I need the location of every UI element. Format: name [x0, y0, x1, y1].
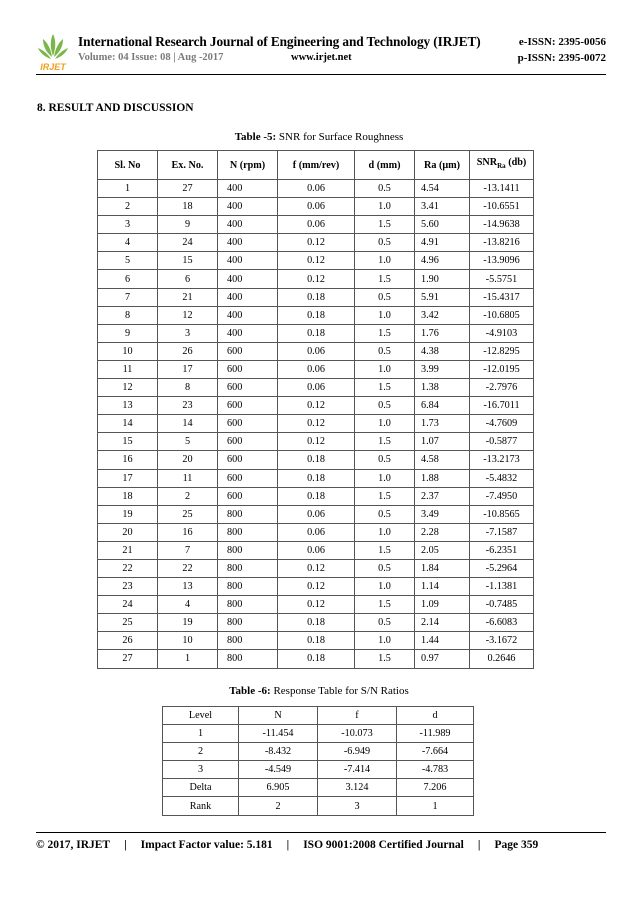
header-divider: [36, 74, 606, 75]
table-cell: 400: [218, 324, 278, 342]
table-cell: 0.12: [278, 596, 355, 614]
table-cell: 0.97: [415, 650, 470, 668]
table-cell: -16.7011: [470, 397, 534, 415]
footer-page-number: Page 359: [494, 839, 539, 851]
table-cell: 600: [218, 451, 278, 469]
table-cell: 19: [98, 505, 158, 523]
table-row: [98, 650, 534, 668]
table-cell: 400: [218, 306, 278, 324]
table-cell: 600: [218, 397, 278, 415]
footer-separator: |: [286, 839, 290, 851]
table-cell: 1.07: [415, 433, 470, 451]
table-cell: 2: [158, 487, 218, 505]
logo-text: IRJET: [40, 62, 66, 72]
table-cell: 0.06: [278, 541, 355, 559]
table-cell: 1.0: [355, 632, 415, 650]
table-cell: -4.9103: [470, 324, 534, 342]
table-cell: 1.09: [415, 596, 470, 614]
table-cell: 1.5: [355, 379, 415, 397]
table-cell: 400: [218, 198, 278, 216]
table-cell: 4.91: [415, 234, 470, 252]
table-cell: -0.7485: [470, 596, 534, 614]
table-cell: 17: [158, 360, 218, 378]
table5-caption: [0, 131, 638, 143]
table-cell: 10: [158, 632, 218, 650]
col-header-ra: Ra (μm): [415, 151, 470, 180]
table-cell: 0.5: [355, 614, 415, 632]
journal-header: [36, 30, 606, 76]
table-cell: 19: [158, 614, 218, 632]
pissn: p-ISSN: 2395-0072: [517, 52, 606, 64]
table-cell: 0.12: [278, 397, 355, 415]
table-row: [163, 761, 474, 779]
table-cell: 5: [158, 433, 218, 451]
table-cell: 14: [98, 415, 158, 433]
table-cell: 0.5: [355, 180, 415, 198]
table-cell: 400: [218, 288, 278, 306]
table-cell: -12.8295: [470, 342, 534, 360]
table-cell: 3.49: [415, 505, 470, 523]
table-cell: 9: [98, 324, 158, 342]
table-cell: -14.9638: [470, 216, 534, 234]
table-cell: 18: [98, 487, 158, 505]
table-cell: 3: [163, 761, 239, 779]
table-row: [98, 578, 534, 596]
table-cell: 18: [158, 198, 218, 216]
snr-unit: (db): [505, 157, 527, 169]
table-cell: 1.73: [415, 415, 470, 433]
table-cell: 4: [98, 234, 158, 252]
table-cell: 4.38: [415, 342, 470, 360]
table-cell: 0.5: [355, 505, 415, 523]
col-header-ex-no: Ex. No.: [158, 151, 218, 180]
table-cell: 2.28: [415, 523, 470, 541]
table-cell: 1.0: [355, 469, 415, 487]
table-cell: 1: [163, 725, 239, 743]
table-cell: 0.5: [355, 397, 415, 415]
table-cell: 800: [218, 559, 278, 577]
table-cell: 17: [98, 469, 158, 487]
table-row: [98, 505, 534, 523]
col-header-f: f (mm/rev): [278, 151, 355, 180]
table-cell: -10.6805: [470, 306, 534, 324]
table-cell: -15.4317: [470, 288, 534, 306]
col-header-d: d (mm): [355, 151, 415, 180]
table-cell: -7.664: [397, 743, 474, 761]
footer-iso: ISO 9001:2008 Certified Journal: [303, 839, 464, 851]
col-header-n: N (rpm): [218, 151, 278, 180]
table-cell: -1.1381: [470, 578, 534, 596]
volume-issue: Volume: 04 Issue: 08 | Aug -2017: [78, 52, 224, 63]
table-cell: 600: [218, 433, 278, 451]
table-cell: -4.783: [397, 761, 474, 779]
table-cell: 9: [158, 216, 218, 234]
table-cell: 0.06: [278, 360, 355, 378]
table-cell: 3.42: [415, 306, 470, 324]
table-cell: -3.1672: [470, 632, 534, 650]
table-cell: 0.2646: [470, 650, 534, 668]
table-cell: 8: [98, 306, 158, 324]
table-cell: 0.18: [278, 487, 355, 505]
table-cell: 1.44: [415, 632, 470, 650]
table-cell: 6: [98, 270, 158, 288]
table-cell: 3: [318, 797, 397, 815]
table-cell: 0.12: [278, 433, 355, 451]
table-cell: -5.2964: [470, 559, 534, 577]
table-row: [98, 252, 534, 270]
table-cell: 800: [218, 523, 278, 541]
table-cell: 0.06: [278, 180, 355, 198]
table-cell: 1.5: [355, 324, 415, 342]
table-cell: 6: [158, 270, 218, 288]
table-cell: -10.6551: [470, 198, 534, 216]
table-cell: 0.18: [278, 288, 355, 306]
table-cell: 2: [163, 743, 239, 761]
col-header-sl-no: Sl. No: [98, 151, 158, 180]
footer-separator: |: [124, 839, 127, 851]
table-row: [98, 270, 534, 288]
table-cell: 0.5: [355, 451, 415, 469]
table-cell: 7.206: [397, 779, 474, 797]
table-cell: 0.06: [278, 379, 355, 397]
table-cell: 13: [158, 578, 218, 596]
table-cell: -2.7976: [470, 379, 534, 397]
table-row: [98, 433, 534, 451]
table-cell: -5.5751: [470, 270, 534, 288]
section-heading: 8. RESULT AND DISCUSSION: [37, 102, 194, 114]
table-cell: 1: [98, 180, 158, 198]
table-cell: 23: [98, 578, 158, 596]
table-row: [98, 469, 534, 487]
table-row: [98, 360, 534, 378]
footer-separator: |: [477, 839, 481, 851]
table-cell: 2: [98, 198, 158, 216]
table-cell: 0.12: [278, 415, 355, 433]
journal-website: www.irjet.net: [291, 52, 352, 63]
response-table-body: [163, 707, 474, 816]
table-row: [98, 415, 534, 433]
table-cell: 600: [218, 487, 278, 505]
table-cell: 800: [218, 505, 278, 523]
table-cell: 0.12: [278, 578, 355, 596]
table-cell: 25: [158, 505, 218, 523]
table6-caption-label: Table -6:: [229, 685, 271, 697]
table-cell: 4: [158, 596, 218, 614]
page-footer: [36, 839, 606, 851]
table-cell: 600: [218, 379, 278, 397]
table-row: [163, 779, 474, 797]
table-cell: 1: [158, 650, 218, 668]
table-cell: 16: [98, 451, 158, 469]
table-cell: -13.9096: [470, 252, 534, 270]
table-row: [98, 198, 534, 216]
table-cell: 6.84: [415, 397, 470, 415]
table-cell: 1.0: [355, 360, 415, 378]
table-cell: 0.18: [278, 324, 355, 342]
table-header-row: [163, 707, 474, 725]
table-cell: 2.37: [415, 487, 470, 505]
table-row: [98, 306, 534, 324]
table-row: [163, 743, 474, 761]
table-cell: 0.18: [278, 451, 355, 469]
table-cell: 0.12: [278, 252, 355, 270]
table-cell: 3: [98, 216, 158, 234]
table-row: [98, 324, 534, 342]
table-cell: 25: [98, 614, 158, 632]
table-cell: 5.91: [415, 288, 470, 306]
table-cell: 12: [98, 379, 158, 397]
table-cell: 1.0: [355, 252, 415, 270]
table-cell: -6.2351: [470, 541, 534, 559]
table-cell: 11: [158, 469, 218, 487]
table-cell: Rank: [163, 797, 239, 815]
table-cell: 1.5: [355, 541, 415, 559]
table-cell: 11: [98, 360, 158, 378]
table-cell: -7.4950: [470, 487, 534, 505]
table-cell: 0.18: [278, 469, 355, 487]
table-cell: -0.5877: [470, 433, 534, 451]
table-row: [163, 797, 474, 815]
table-cell: 3.41: [415, 198, 470, 216]
table-cell: 8: [158, 379, 218, 397]
table-cell: 24: [158, 234, 218, 252]
col-header-n: N: [239, 707, 318, 725]
table-cell: 400: [218, 270, 278, 288]
table-cell: Delta: [163, 779, 239, 797]
table-cell: -4.7609: [470, 415, 534, 433]
snr-table-body: [98, 180, 534, 669]
col-header-d: d: [397, 707, 474, 725]
table-cell: 22: [98, 559, 158, 577]
table-row: [98, 523, 534, 541]
table-cell: 3: [158, 324, 218, 342]
table-cell: 0.18: [278, 306, 355, 324]
table-cell: 10: [98, 342, 158, 360]
table-row: [98, 397, 534, 415]
table-cell: 22: [158, 559, 218, 577]
table-cell: -6.949: [318, 743, 397, 761]
table-cell: 1.84: [415, 559, 470, 577]
table-cell: 0.5: [355, 559, 415, 577]
table-cell: -7.414: [318, 761, 397, 779]
table-cell: 4.54: [415, 180, 470, 198]
table-cell: 1.38: [415, 379, 470, 397]
table-cell: 21: [158, 288, 218, 306]
table-cell: 800: [218, 578, 278, 596]
table-cell: 3.124: [318, 779, 397, 797]
table-cell: 0.06: [278, 216, 355, 234]
table-cell: 4.58: [415, 451, 470, 469]
table-cell: 5: [98, 252, 158, 270]
table-cell: 800: [218, 614, 278, 632]
table-cell: 26: [98, 632, 158, 650]
table-cell: 15: [158, 252, 218, 270]
table-cell: 1.90: [415, 270, 470, 288]
table-cell: -10.073: [318, 725, 397, 743]
table-cell: 0.5: [355, 288, 415, 306]
response-table: [162, 706, 474, 816]
table-header-row: [98, 151, 534, 180]
table-row: [98, 216, 534, 234]
table-cell: 0.06: [278, 505, 355, 523]
table-cell: 1.0: [355, 415, 415, 433]
table-row: [98, 451, 534, 469]
table-cell: -11.454: [239, 725, 318, 743]
table-row: [98, 559, 534, 577]
table-cell: 1.5: [355, 433, 415, 451]
col-header-level: Level: [163, 707, 239, 725]
table-row: [98, 632, 534, 650]
table-cell: -5.4832: [470, 469, 534, 487]
footer-copyright: © 2017, IRJET: [36, 839, 111, 851]
table-cell: 0.06: [278, 342, 355, 360]
table-cell: -13.2173: [470, 451, 534, 469]
table-cell: 7: [98, 288, 158, 306]
table-cell: 20: [158, 451, 218, 469]
table-cell: -12.0195: [470, 360, 534, 378]
eissn: e-ISSN: 2395-0056: [518, 36, 606, 48]
table-cell: 7: [158, 541, 218, 559]
journal-title: International Research Journal of Engineering and Technology (IRJET): [78, 34, 481, 49]
table-row: [98, 288, 534, 306]
table-cell: 1.0: [355, 198, 415, 216]
table-cell: 15: [98, 433, 158, 451]
table-cell: 5.60: [415, 216, 470, 234]
table-cell: 0.06: [278, 523, 355, 541]
table6-caption: [0, 685, 638, 697]
table-cell: 2: [239, 797, 318, 815]
table-cell: 400: [218, 252, 278, 270]
footer-divider: [36, 832, 606, 833]
table-cell: 800: [218, 650, 278, 668]
table-cell: 12: [158, 306, 218, 324]
table-cell: 27: [158, 180, 218, 198]
table-cell: 2.14: [415, 614, 470, 632]
table-cell: 1.76: [415, 324, 470, 342]
col-header-snr: [470, 151, 534, 180]
table5-caption-text: SNR for Surface Roughness: [276, 131, 404, 143]
table-row: [98, 180, 534, 198]
table-cell: -13.1411: [470, 180, 534, 198]
footer-impact-factor: Impact Factor value: 5.181: [140, 839, 273, 851]
table-cell: -8.432: [239, 743, 318, 761]
table-cell: 800: [218, 596, 278, 614]
table-cell: 2.05: [415, 541, 470, 559]
table-row: [98, 487, 534, 505]
table-cell: 800: [218, 632, 278, 650]
table-cell: 1: [397, 797, 474, 815]
table-cell: 800: [218, 541, 278, 559]
table-cell: 600: [218, 469, 278, 487]
table-row: [98, 379, 534, 397]
table-cell: 1.0: [355, 306, 415, 324]
table-cell: 1.5: [355, 487, 415, 505]
table-cell: -7.1587: [470, 523, 534, 541]
table-cell: 1.5: [355, 650, 415, 668]
table-row: [98, 596, 534, 614]
table-cell: 4.96: [415, 252, 470, 270]
table-cell: 13: [98, 397, 158, 415]
table-cell: 14: [158, 415, 218, 433]
table-cell: 1.0: [355, 578, 415, 596]
table-cell: 400: [218, 216, 278, 234]
table-row: [98, 342, 534, 360]
table-cell: 24: [98, 596, 158, 614]
table-cell: 1.5: [355, 216, 415, 234]
table-cell: -6.6083: [470, 614, 534, 632]
table-cell: 20: [98, 523, 158, 541]
table-cell: 600: [218, 415, 278, 433]
table-cell: 1.14: [415, 578, 470, 596]
table-cell: 400: [218, 234, 278, 252]
table-cell: 16: [158, 523, 218, 541]
table-cell: 27: [98, 650, 158, 668]
table-cell: 21: [98, 541, 158, 559]
table-cell: 1.88: [415, 469, 470, 487]
table-cell: 26: [158, 342, 218, 360]
table-row: [98, 234, 534, 252]
irjet-logo-icon: [36, 30, 70, 76]
table5-caption-label: Table -5:: [234, 131, 277, 143]
table-row: [98, 614, 534, 632]
table-cell: 0.18: [278, 650, 355, 668]
table-cell: 0.12: [278, 559, 355, 577]
table6-caption-text: Response Table for S/N Ratios: [270, 685, 409, 697]
table-cell: -11.989: [397, 725, 474, 743]
table-cell: -4.549: [239, 761, 318, 779]
snr-subscript: Ra: [497, 162, 506, 171]
table-row: [163, 725, 474, 743]
table-cell: 0.5: [355, 342, 415, 360]
snr-label: SNR: [476, 157, 498, 169]
table-cell: 0.18: [278, 632, 355, 650]
col-header-f: f: [318, 707, 397, 725]
table-cell: 23: [158, 397, 218, 415]
table-cell: -13.8216: [470, 234, 534, 252]
table-cell: 600: [218, 342, 278, 360]
table-cell: 0.12: [278, 270, 355, 288]
table-cell: 0.5: [355, 234, 415, 252]
table-cell: 0.12: [278, 234, 355, 252]
table-cell: 1.0: [355, 523, 415, 541]
table-cell: 1.5: [355, 270, 415, 288]
table-row: [98, 541, 534, 559]
snr-table: [97, 150, 534, 669]
table-cell: 0.18: [278, 614, 355, 632]
table-cell: 1.5: [355, 596, 415, 614]
table-cell: -10.8565: [470, 505, 534, 523]
table-cell: 600: [218, 360, 278, 378]
table-cell: 400: [218, 180, 278, 198]
table-cell: 3.99: [415, 360, 470, 378]
table-cell: 6.905: [239, 779, 318, 797]
table-cell: 0.06: [278, 198, 355, 216]
